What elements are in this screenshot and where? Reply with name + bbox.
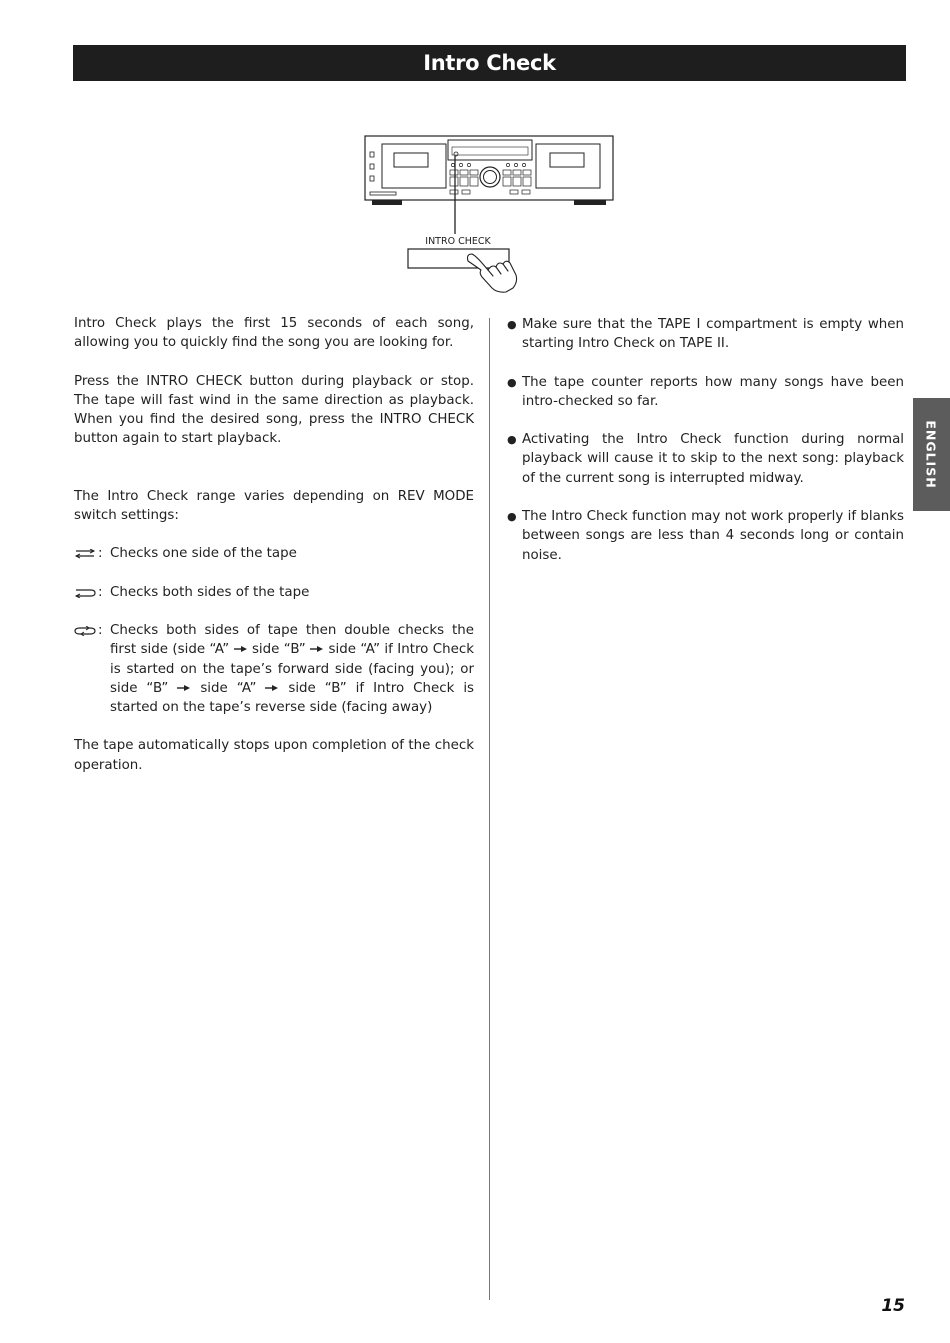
page-title: Intro Check [73,45,906,81]
cassette-deck-illustration [360,130,620,295]
bullet-dot: ● [507,375,517,389]
right-arrow-icon [310,645,324,653]
mode-colon: : [98,546,103,562]
bullet-dot: ● [507,318,517,331]
bullet-text: Activating the Intro Check function during normal playback will cause it to skip to the next song: playback of the current song is interrupted midway. [522,432,904,486]
bullet-item [507,315,904,354]
rev-mode-paragraph: The Intro Check range varies depending on REV MODE switch settings: [74,488,474,524]
right-column [507,315,904,565]
both-sides-mode-icon [74,588,96,598]
language-tab-label: ENGLISH [924,420,939,489]
bullet-item [507,507,904,565]
mode-one-side-text: Checks one side of the tape [110,546,297,562]
bullet-dot: ● [507,433,517,447]
instructions-paragraph: Press the INTRO CHECK button during playback or stop. The tape will fast wind in the same direction as playback. When you find the desired song, press the INTRO CHECK button again to start playback. [74,373,474,447]
completion-paragraph: The tape automatically stops upon completion of the check operation. [74,738,474,773]
bullet-item [507,430,904,488]
mode-both-sides-text: Checks both sides of the tape [110,584,310,600]
bullet-dot: ● [507,510,517,524]
mode-colon: : [98,584,103,600]
right-arrow-icon [177,684,191,692]
mode-colon: : [98,622,103,638]
mode-continuous-text: Checks both sides of tape then double checks the first side (side “A” side “B” side “A” if Intro Check is started on the tape’s forward side (facing you); or side “B” side “A” side “B” if Intro Check is started on the tape’s reverse side (facing away) [110,622,475,716]
bullet-text: Make sure that the TAPE I compartment is empty when starting Intro Check on TAPE II. [522,317,904,352]
intro-paragraph: Intro Check plays the first 15 seconds of each song, allowing you to quickly find the song you are looking for. [74,316,474,351]
mode-row-continuous [74,621,474,717]
language-tab [913,398,950,511]
column-divider [489,318,490,1300]
right-arrow-icon [234,645,248,653]
continuous-mode-icon [74,626,96,636]
one-side-mode-icon [74,549,96,559]
intro-check-label: INTRO CHECK [425,236,491,247]
mode-row-both-sides [74,583,474,602]
bullet-text: The Intro Check function may not work properly if blanks between songs are less than 4 seconds long or contain noise. [522,509,904,563]
left-column [74,314,474,775]
bullet-text: The tape counter reports how many songs have been intro-checked so far. [522,374,904,409]
page-number: 15 [881,1296,905,1316]
bullet-item [507,373,904,412]
right-arrow-icon [265,684,279,692]
mode-row-one-side [74,544,474,563]
